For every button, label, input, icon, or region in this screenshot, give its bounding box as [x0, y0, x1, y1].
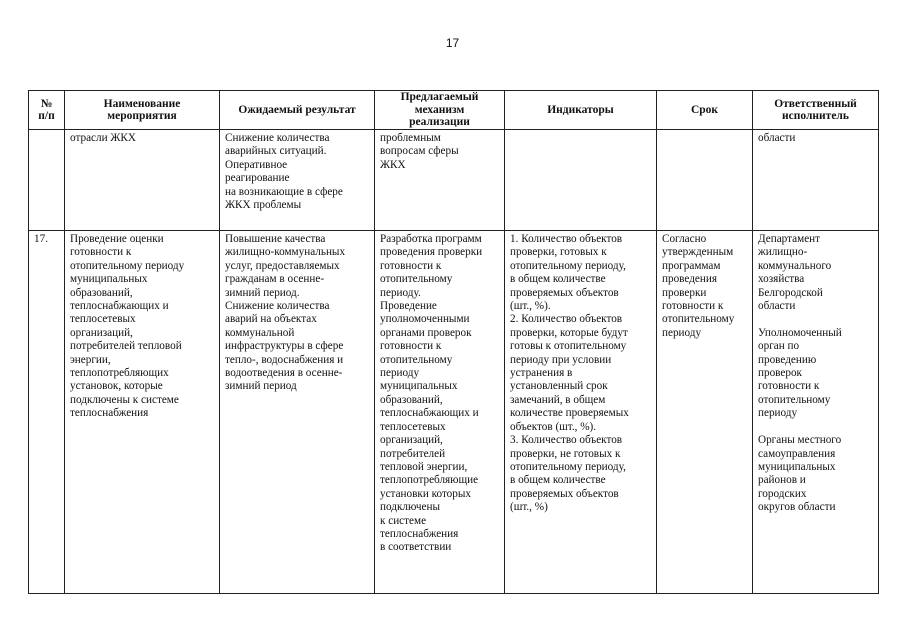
- header-number: № п/п: [29, 91, 65, 130]
- cell-expected-result: Снижение количества аварийных ситуаций. Оперативное реагирование на возникающие в сфере ЖКХ проблемы: [220, 130, 375, 231]
- cell-deadline: Согласно утвержденным программам проведения проверки готовности к отопительному периоду: [657, 231, 753, 594]
- cell-expected-result: Повышение качества жилищно-коммунальных услуг, предоставляемых гражданам в осенне- зимний период. Снижение количества аварий на объектах коммунальной инфраструктуры в сфере тепло-, водоснабжения и водоотведения в осенне- зимний период: [220, 231, 375, 594]
- header-mechanism: Предлагаемый механизм реализации: [375, 91, 505, 130]
- page-number: 17: [445, 36, 460, 50]
- plan-table: [28, 90, 879, 594]
- cell-mechanism: проблемным вопросам сферы ЖКХ: [375, 130, 505, 231]
- cell-activity-name: Проведение оценки готовности к отопительному периоду муниципальных образований, теплоснабжающих и теплосетевых организаций, потребителей тепловой энергии, теплопотребляющих установок, которые подключены к системе теплоснабжения: [65, 231, 220, 594]
- cell-deadline: [657, 130, 753, 231]
- cell-number: [29, 130, 65, 231]
- header-responsible: Ответственный исполнитель: [753, 91, 879, 130]
- header-indicators: Индикаторы: [505, 91, 657, 130]
- cell-mechanism: Разработка программ проведения проверки готовности к отопительному периоду. Проведение уполномоченными органами проверок готовности к отопительному периоду муниципальных образований, теплоснабжающих и теплосетевых организаций, потребителей тепловой энергии, теплопотребляющие установки которых подключены к системе теплоснабжения в соответствии: [375, 231, 505, 594]
- cell-responsible: области: [753, 130, 879, 231]
- header-activity-name: Наименование мероприятия: [65, 91, 220, 130]
- cell-number: 17.: [29, 231, 65, 594]
- cell-activity-name: отрасли ЖКХ: [65, 130, 220, 231]
- table-row: [29, 231, 879, 594]
- header-row: [29, 91, 879, 130]
- table-row: [29, 130, 879, 231]
- cell-indicators: [505, 130, 657, 231]
- cell-indicators: 1. Количество объектов проверки, готовых к отопительному периоду, в общем количестве проверяемых объектов (шт., %). 2. Количество объектов проверки, которые будут готовы к отопительному периоду при условии устранения в установленный срок замечаний, в общем количестве проверяемых объектов (шт., %). 3. Количество объектов проверки, не готовых к отопительному периоду, в общем количестве проверяемых объектов (шт., %): [505, 231, 657, 594]
- header-deadline: Срок: [657, 91, 753, 130]
- header-expected-result: Ожидаемый результат: [220, 91, 375, 130]
- cell-responsible: Департамент жилищно- коммунального хозяйства Белгородской области Уполномоченный орган по проведению проверок готовности к отопительному периоду Органы местного самоуправления муниципальных районов и городских округов области: [753, 231, 879, 594]
